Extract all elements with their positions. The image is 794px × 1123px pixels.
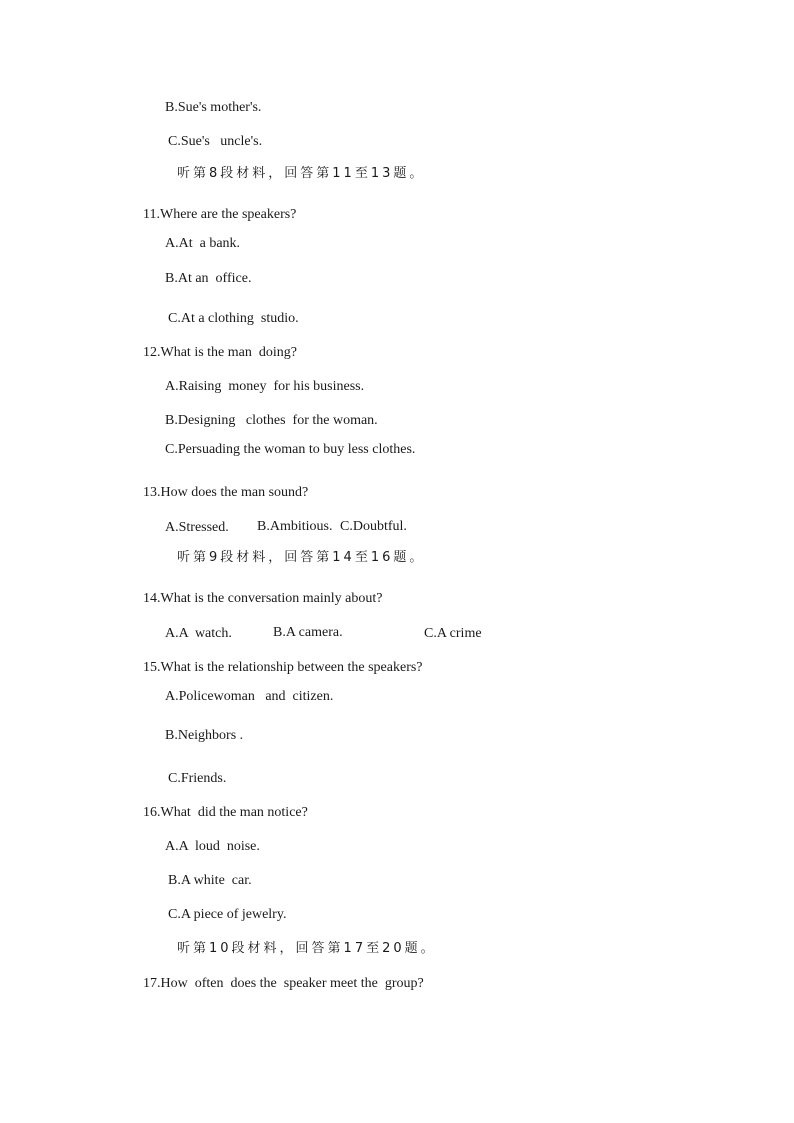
question-16: 16.What did the man notice? — [143, 805, 308, 820]
option-13c: C.Doubtful. — [340, 519, 407, 534]
question-17: 17.How often does the speaker meet the group? — [143, 976, 424, 991]
option-16a: A.A loud noise. — [165, 839, 260, 854]
option-16b: B.A white car. — [168, 873, 252, 888]
question-13: 13.How does the man sound? — [143, 485, 309, 500]
option-16c: C.A piece of jewelry. — [168, 907, 287, 922]
question-11: 11.Where are the speakers? — [143, 207, 297, 222]
question-12: 12.What is the man doing? — [143, 345, 297, 360]
option-10c: C.Sue's uncle's. — [168, 134, 263, 149]
question-14: 14.What is the conversation mainly about? — [143, 591, 383, 606]
section-header-8: 听第8段材料，回答第11至13题。 — [177, 166, 426, 181]
option-14c: C.A crime — [424, 626, 482, 641]
option-15a: A.Policewoman and citizen. — [165, 689, 334, 704]
option-12b: B.Designing clothes for the woman. — [165, 413, 378, 428]
option-11a: A.At a bank. — [165, 236, 241, 251]
question-15: 15.What is the relationship between the speakers? — [143, 660, 423, 675]
option-12a: A.Raising money for his business. — [165, 379, 365, 394]
option-11c: C.At a clothing studio. — [168, 311, 299, 326]
option-14b: B.A camera. — [273, 625, 343, 640]
option-10b: B.Sue's mother's. — [165, 100, 262, 115]
section-header-10: 听第10段材料，回答第17至20题。 — [177, 941, 437, 956]
option-13a: A.Stressed. — [165, 520, 229, 535]
option-11b: B.At an office. — [165, 271, 252, 286]
option-14a: A.A watch. — [165, 626, 232, 641]
section-header-9: 听第9段材料，回答第14至16题。 — [177, 550, 426, 565]
option-13b: B.Ambitious. — [257, 519, 333, 534]
option-15b: B.Neighbors . — [165, 728, 244, 743]
option-12c: C.Persuading the woman to buy less clothes. — [165, 442, 416, 457]
option-15c: C.Friends. — [168, 771, 227, 786]
